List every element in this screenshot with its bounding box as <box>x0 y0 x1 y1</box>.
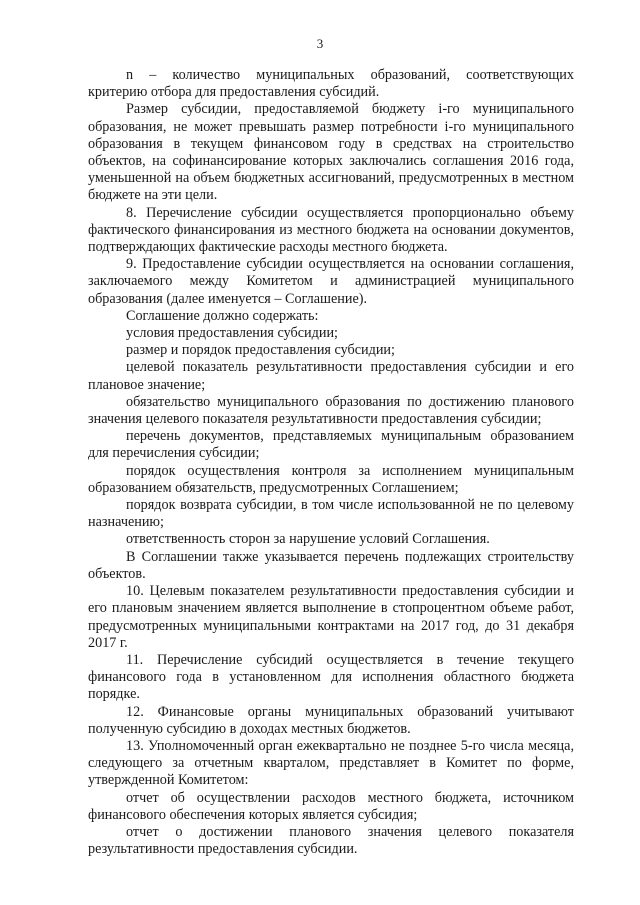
paragraph: целевой показатель результативности предоставления субсидии и его плановое значение; <box>88 359 574 393</box>
paragraph: Размер субсидии, предоставляемой бюджету i-го муниципального образования, не может превышать размер потребности i-го муниципального образования в текущем финансовом году в средствах на строительство объектов, на софинансирование которых заключались соглашения 2016 года, уменьшенной на объем бюджетных ассигнований, предусмотренных в местном бюджете на эти цели. <box>88 101 574 204</box>
paragraph: 13. Уполномоченный орган ежеквартально не позднее 5-го числа месяца, следующего за отчетным кварталом, представляет в Комитет по форме, утвержденной Комитетом: <box>88 737 574 789</box>
paragraph: перечень документов, представляемых муниципальным образованием для перечисления субсидии; <box>88 428 574 462</box>
paragraph: условия предоставления субсидии; <box>126 325 338 342</box>
paragraph: отчет об осуществлении расходов местного бюджета, источником финансового обеспечения которых является субсидия; <box>88 789 574 823</box>
paragraph: порядок возврата субсидии, в том числе использованной не по целевому назначению; <box>88 497 574 531</box>
paragraph: 9. Предоставление субсидии осуществляется на основании соглашения, заключаемого между Комитетом и администрацией муниципального образования (далее именуется – Соглашение). <box>88 256 574 307</box>
page-number: 3 <box>316 36 324 51</box>
paragraph: Соглашение должно содержать: <box>126 307 319 324</box>
paragraph: 8. Перечисление субсидии осуществляется пропорционально объему фактического финансирования из местного бюджета на основании документов, подтверждающих фактические расходы местного бюджета. <box>88 204 574 256</box>
paragraph: 12. Финансовые органы муниципальных образований учитывают полученную субсидию в доходах местных бюджетов. <box>88 703 574 737</box>
paragraph: 10. Целевым показателем результативности предоставления субсидии и его плановым значением является выполнение в стопроцентном объеме работ, предусмотренных муниципальными контрактами на 2017 год, до 31 декабря 2017 г. <box>88 583 574 651</box>
paragraph: порядок осуществления контроля за исполнением муниципальным образованием обязательств, предусмотренных Соглашением; <box>88 462 574 496</box>
paragraph: 11. Перечисление субсидий осуществляется в течение текущего финансового года в установленном для исполнения областного бюджета порядке. <box>88 651 574 703</box>
paragraph: В Соглашении также указывается перечень подлежащих строительству объектов. <box>88 548 574 582</box>
paragraph: отчет о достижении планового значения целевого показателя результативности предоставления субсидии. <box>88 823 574 858</box>
paragraph: n – количество муниципальных образований, соответствующих критерию отбора для предоставления субсидий. <box>88 67 574 101</box>
paragraph: ответственность сторон за нарушение условий Соглашения. <box>126 531 490 548</box>
paragraph: обязательство муниципального образования по достижению планового значения целевого показателя результативности предоставления субсидии; <box>88 393 574 428</box>
paragraph: размер и порядок предоставления субсидии; <box>126 342 395 359</box>
document-body <box>88 67 574 858</box>
